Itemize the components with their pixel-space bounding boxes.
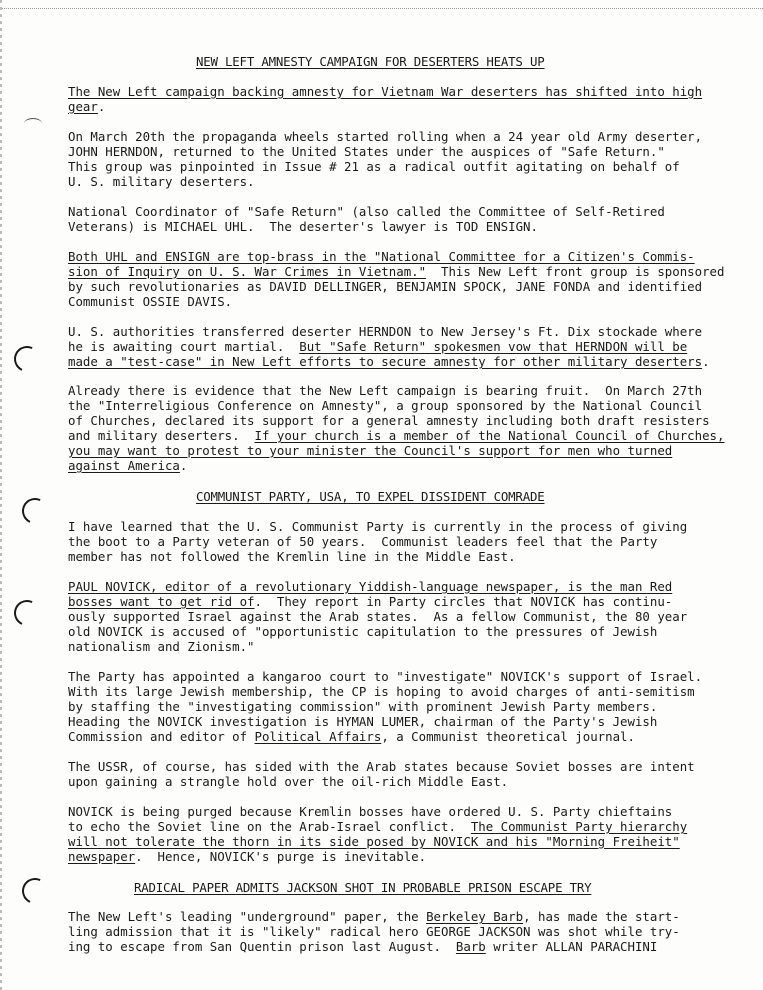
text-line: [68, 159, 736, 174]
paragraph: [68, 84, 736, 114]
text-line: [68, 354, 736, 369]
section-title: NEW LEFT AMNESTY CAMPAIGN FOR DESERTERS HEATS UP: [196, 54, 545, 69]
text-line: [68, 458, 736, 473]
text-run: Heading the NOVICK investigation is HYMAN LUMER, chairman of the Party's Jewish: [68, 714, 658, 729]
text-run: . They report in Party circles that NOVICK has continu-: [254, 594, 673, 609]
underlined-text: The New Left campaign backing amnesty for Vietnam War deserters has shifted into high: [68, 84, 703, 99]
paragraph: [68, 579, 736, 654]
text-line: [68, 443, 736, 458]
text-run: by staffing the "investigating commission" with prominent Jewish Party members.: [68, 699, 658, 714]
text-line: [68, 714, 736, 729]
text-run: With its large Jewish membership, the CP is hoping to avoid charges of anti-semitism: [68, 684, 695, 699]
text-run: I have learned that the U. S. Communist Party is currently in the process of giving: [68, 519, 688, 534]
text-line: [68, 294, 736, 309]
underlined-text: Barb: [455, 939, 486, 954]
text-run: The USSR, of course, has sided with the Arab states because Soviet bosses are intent: [68, 759, 695, 774]
paragraph: [68, 129, 736, 189]
text-line: [68, 219, 736, 234]
text-run: ling admission that it is "likely" radical hero GEORGE JACKSON was shot while try-: [68, 924, 680, 939]
text-line: [68, 579, 736, 594]
underlined-text: made a "test-case" in New Left efforts to secure amnesty for other military deserters: [68, 354, 703, 369]
text-run: Commission and editor of: [68, 729, 255, 744]
margin-mark: [24, 118, 42, 129]
text-run: This group was pinpointed in Issue # 21 as a radical outfit agitating on behalf of: [68, 159, 680, 174]
text-line: [68, 909, 736, 924]
text-line: [68, 834, 736, 849]
text-run: he is awaiting court martial.: [68, 339, 300, 354]
text-run: .: [97, 99, 106, 114]
underlined-text: Political Affairs: [254, 729, 382, 744]
text-run: , a Communist theoretical journal.: [381, 729, 635, 744]
text-line: [68, 699, 736, 714]
binder-hole: [10, 342, 43, 375]
text-run: This New Left front group is sponsored: [426, 264, 725, 279]
text-line: [68, 383, 736, 398]
text-run: of Churches, declared its support for a general amnesty including both draft resisters: [68, 413, 710, 428]
binder-hole: [10, 596, 43, 629]
paragraph: [68, 383, 736, 473]
underlined-text: against America: [68, 458, 180, 473]
text-line: [68, 428, 736, 443]
paragraph: [68, 324, 736, 369]
text-line: [68, 519, 736, 534]
text-line: [68, 398, 736, 413]
text-run: ing to escape from San Quentin prison last August.: [68, 939, 456, 954]
text-run: to echo the Soviet line on the Arab-Israel conflict.: [68, 819, 471, 834]
text-line: [68, 324, 736, 339]
text-run: U. S. military deserters.: [68, 174, 255, 189]
text-run: . Hence, NOVICK's purge is inevitable.: [135, 849, 427, 864]
text-line: [68, 669, 736, 684]
text-run: .: [179, 458, 188, 473]
page-top-edge: [0, 0, 763, 9]
text-line: [68, 549, 736, 564]
text-run: National Coordinator of "Safe Return" (also called the Committee of Self-Retired: [68, 204, 665, 219]
text-run: .: [702, 354, 710, 369]
text-line: [68, 413, 736, 428]
text-line: [68, 534, 736, 549]
text-line: [68, 144, 736, 159]
text-run: Veterans) is MICHAEL UHL. The deserter's lawyer is TOD ENSIGN.: [68, 219, 538, 234]
text-line: [68, 594, 736, 609]
text-line: [68, 279, 736, 294]
text-line: [68, 759, 736, 774]
text-line: [68, 129, 736, 144]
text-run: Communist OSSIE DAVIS.: [68, 294, 233, 309]
text-line: [68, 624, 736, 639]
text-run: JOHN HERNDON, returned to the United States under the auspices of "Safe Return.": [68, 144, 665, 159]
text-line: [68, 264, 736, 279]
text-run: the "Interreligious Conference on Amnesty", a group sponsored by the National Council: [68, 398, 703, 413]
underlined-text: The Communist Party hierarchy: [470, 819, 688, 834]
text-line: [68, 84, 736, 99]
text-line: [68, 804, 736, 819]
text-line: [68, 684, 736, 699]
text-run: and military deserters.: [68, 428, 255, 443]
paragraph: [68, 669, 736, 744]
text-line: [68, 609, 736, 624]
text-line: [68, 249, 736, 264]
underlined-text: Berkeley Barb: [426, 909, 524, 924]
text-run: The Party has appointed a kangaroo court to "investigate" NOVICK's support of Israel.: [68, 669, 703, 684]
underlined-text: PAUL NOVICK, editor of a revolutionary Yiddish-language newspaper, is the man Red: [68, 579, 673, 594]
text-run: The New Left's leading "underground" paper, the: [68, 909, 427, 924]
text-run: nationalism and Zionism.": [68, 639, 255, 654]
underlined-text: bosses want to get rid of: [68, 594, 255, 609]
section-title: RADICAL PAPER ADMITS JACKSON SHOT IN PROBABLE PRISON ESCAPE TRY: [134, 880, 592, 895]
text-line: [68, 639, 736, 654]
section-title: COMMUNIST PARTY, USA, TO EXPEL DISSIDENT COMRADE: [196, 489, 545, 504]
underlined-text: But "Safe Return" spokesmen vow that HERNDON will be: [299, 339, 688, 354]
text-line: [68, 174, 736, 189]
text-run: upon gaining a strangle hold over the oil-rich Middle East.: [68, 774, 509, 789]
text-line: [68, 204, 736, 219]
text-run: U. S. authorities transferred deserter HERNDON to New Jersey's Ft. Dix stockade where: [68, 324, 703, 339]
text-run: ously supported Israel against the Arab states. As a fellow Communist, the 80 year: [68, 609, 688, 624]
text-line: [68, 819, 736, 834]
binder-hole: [18, 494, 51, 527]
page-left-edge: [0, 0, 2, 990]
underlined-text: sion of Inquiry on U. S. War Crimes in Vietnam.": [68, 264, 427, 279]
underlined-text: Both UHL and ENSIGN are top-brass in the "National Committee for a Citizen's Commis-: [68, 249, 695, 264]
text-line: [68, 729, 736, 744]
text-line: [68, 99, 736, 114]
text-line: [68, 939, 736, 954]
paragraph: [68, 759, 736, 789]
text-run: member has not followed the Kremlin line in the Middle East.: [68, 549, 516, 564]
text-line: [68, 339, 736, 354]
text-run: by such revolutionaries as DAVID DELLINGER, BENJAMIN SPOCK, JANE FONDA and identified: [68, 279, 703, 294]
underlined-text: will not tolerate the thorn in its side posed by NOVICK and his "Morning Freiheit": [68, 834, 680, 849]
paragraph: [68, 519, 736, 564]
text-run: writer ALLAN PARACHINI: [485, 939, 658, 954]
text-line: [68, 774, 736, 789]
underlined-text: newspaper: [68, 849, 136, 864]
paragraph: [68, 204, 736, 234]
text-run: the boot to a Party veteran of 50 years. Communist leaders feel that the Party: [68, 534, 658, 549]
underlined-text: If your church is a member of the National Council of Churches,: [254, 428, 725, 443]
binder-hole: [18, 874, 51, 907]
underlined-text: gear: [68, 99, 98, 114]
text-run: Already there is evidence that the New Left campaign is bearing fruit. On March 27th: [68, 383, 703, 398]
paragraph: [68, 804, 736, 864]
underlined-text: you may want to protest to your minister the Council's support for men who turned: [68, 443, 673, 458]
text-run: , has made the start-: [523, 909, 680, 924]
paragraph: [68, 909, 736, 954]
text-line: [68, 924, 736, 939]
text-run: NOVICK is being purged because Kremlin bosses have ordered U. S. Party chieftains: [68, 804, 673, 819]
paragraph: [68, 249, 736, 309]
text-line: [68, 849, 736, 864]
text-run: old NOVICK is accused of "opportunistic capitulation to the pressures of Jewish: [68, 624, 658, 639]
text-run: On March 20th the propaganda wheels started rolling when a 24 year old Army deserter,: [68, 129, 703, 144]
